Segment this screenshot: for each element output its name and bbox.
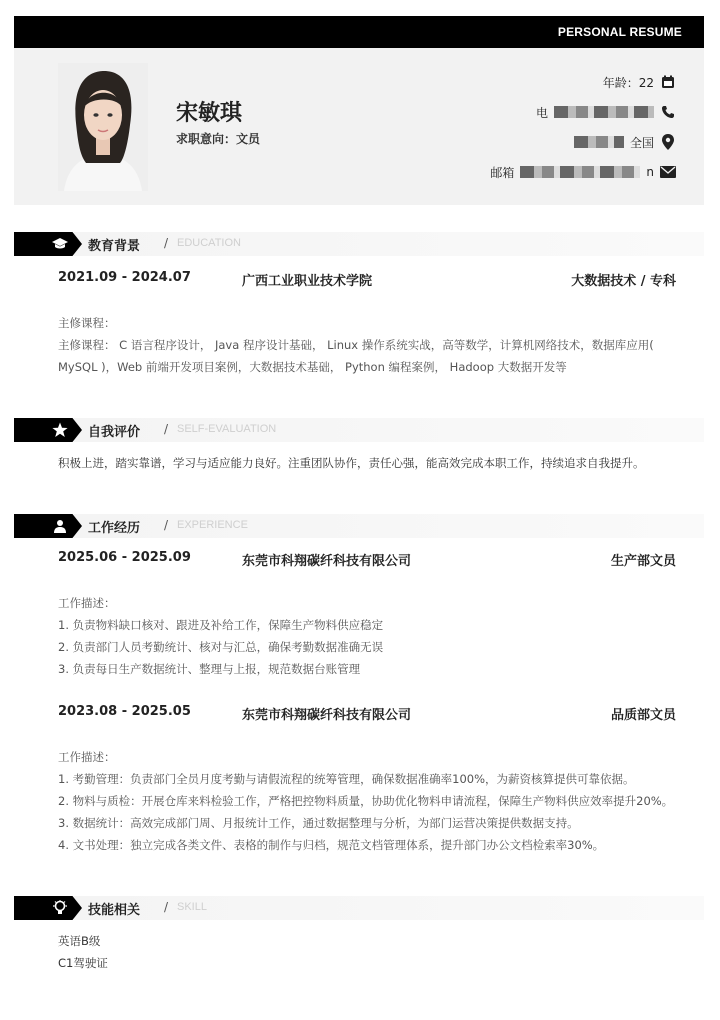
top-banner (14, 16, 704, 48)
job-period: 2025.06 - 2025.09 (58, 550, 191, 565)
graduation-cap-icon (52, 236, 68, 252)
email-label: 邮箱 (490, 165, 515, 180)
education-entry (58, 270, 676, 288)
job-entry (58, 704, 676, 722)
section-subtitle: EXPERIENCE (177, 519, 248, 531)
major: 大数据技术 / 专科 (571, 274, 676, 289)
job-desc-heading: 工作描述： (58, 750, 116, 764)
skill-item: C1驾驶证 (58, 956, 108, 970)
star-icon (52, 422, 68, 438)
section-title: 工作经历 (88, 521, 141, 536)
job-intent: 求职意向：文员 (176, 132, 261, 146)
section-subtitle: SELF-EVALUATION (177, 423, 277, 435)
edu-period: 2021.09 - 2024.07 (58, 270, 191, 285)
job-role: 品质部文员 (610, 708, 676, 723)
email-redacted (520, 166, 640, 178)
phone-row (536, 104, 676, 120)
course-heading: 主修课程： (58, 316, 116, 330)
job-desc-heading: 工作描述： (58, 596, 116, 610)
location-row (574, 134, 676, 150)
section-tab (14, 232, 82, 256)
job-desc-item: 1. 考勤管理：负责部门全员月度考勤与请假流程的统筹管理，确保数据准确率100%，为薪资核算提供可靠依据。 (58, 772, 635, 786)
job-period: 2023.08 - 2025.05 (58, 704, 191, 719)
job-desc-item: 2. 物料与质检：开展仓库来料检验工作，严格把控物料质量，协助优化物料申请流程，保障生产物料供应效率提升20%。 (58, 794, 674, 808)
job-desc-item: 2. 负责部门人员考勤统计、核对与汇总，确保考勤数据准确无误 (58, 640, 384, 654)
profile-header (14, 48, 704, 205)
phone-redacted (554, 106, 654, 118)
job-desc-item: 3. 负责每日生产数据统计、整理与上报，规范数据台账管理 (58, 662, 361, 676)
profile-photo (58, 63, 148, 191)
section-divider: / (164, 236, 169, 250)
person-icon (52, 518, 68, 534)
section-subtitle: EDUCATION (177, 237, 241, 249)
section-divider: / (164, 422, 169, 436)
job-desc-item: 4. 文书处理：独立完成各类文件、表格的制作与归档，规范文档管理体系，提升部门办公文档检索率30%。 (58, 838, 605, 852)
section-tab (14, 418, 82, 442)
company-name: 东莞市科翔碳纤科技有限公司 (242, 554, 412, 569)
section-subtitle: SKILL (177, 901, 207, 913)
phone-label: 电 (535, 105, 548, 120)
job-entry (58, 550, 676, 568)
location-pin-icon (660, 134, 676, 150)
education-section-header (14, 232, 704, 256)
section-divider: / (164, 900, 169, 914)
job-desc-item: 1. 负责物料缺口核对、跟进及补给工作，保障生产物料供应稳定 (58, 618, 384, 632)
self-eval-section-header (14, 418, 704, 442)
calendar-icon (660, 74, 676, 90)
section-title: 自我评价 (88, 425, 141, 440)
location-redacted (574, 136, 624, 148)
mail-icon (660, 164, 676, 180)
section-title: 教育背景 (88, 239, 141, 254)
self-eval-text: 积极上进，踏实靠谱，学习与适应能力良好。注重团队协作，责任心强，能高效完成本职工作，持续追求自我提升。 (58, 456, 645, 470)
lightbulb-icon (52, 900, 68, 916)
candidate-name: 宋敏琪 (176, 101, 243, 126)
job-role: 生产部文员 (610, 554, 676, 569)
age-row (603, 74, 676, 90)
section-divider: / (164, 518, 169, 532)
company-name: 东莞市科翔碳纤科技有限公司 (242, 708, 412, 723)
skills-section-header (14, 896, 704, 920)
job-desc-item: 3. 数据统计：高效完成部门周、月报统计工作，通过数据整理与分析，为部门运营决策提供数据支持。 (58, 816, 579, 830)
school-name: 广西工业职业技术学院 (242, 274, 373, 289)
banner-label: PERSONAL RESUME (557, 25, 682, 39)
section-tab (14, 896, 82, 920)
email-tail: n (646, 165, 654, 179)
section-title: 技能相关 (88, 903, 141, 918)
experience-section-header (14, 514, 704, 538)
course-list: 主修课程： C 语言程序设计， Java 程序设计基础， Linux 操作系统实战，高等数学，计算机网络技术，数据库应用( MySQL )，Web 前端开发项目案例，大数据技术基础， Python 编程案例， Hadoop 大数据开发等 (58, 338, 654, 374)
age-text: 年龄：22 (602, 75, 654, 90)
email-row (490, 164, 676, 180)
section-tab (14, 514, 82, 538)
location-text: 全国 (629, 135, 654, 150)
skill-item: 英语B级 (58, 934, 101, 948)
phone-icon (660, 104, 676, 120)
